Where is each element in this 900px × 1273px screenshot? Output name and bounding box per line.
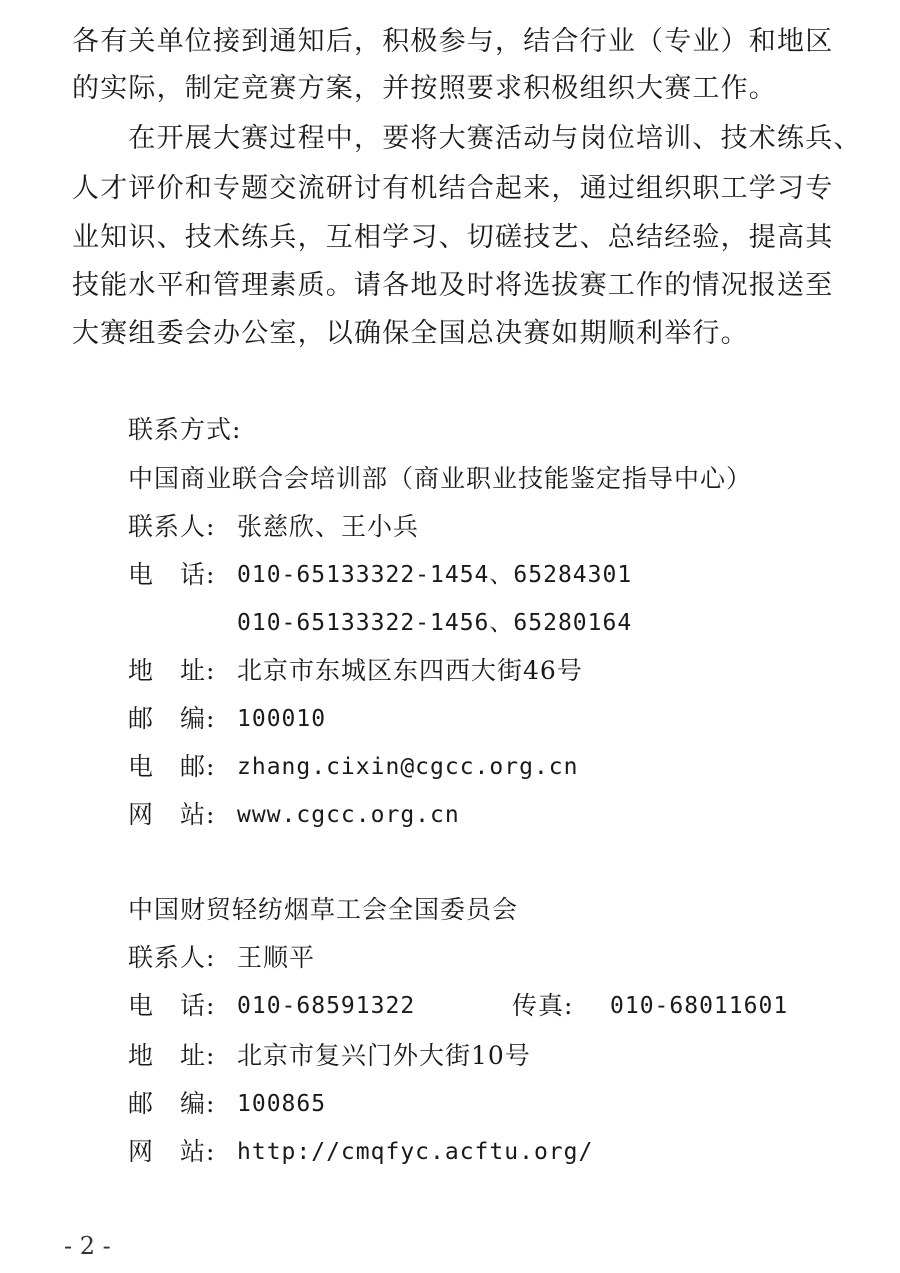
zip-value: 100865: [237, 1091, 327, 1117]
phone-label: 电 话:: [128, 560, 216, 589]
zip-value: 100010: [237, 706, 327, 732]
person-label: 联系人:: [128, 943, 216, 972]
person-label: 联系人:: [128, 512, 216, 541]
fax-value: 010-68011601: [610, 993, 789, 1019]
web-link[interactable]: www.cgcc.org.cn: [237, 802, 460, 828]
body-line: 各有关单位接到通知后，积极参与，结合行业（专业）和地区: [72, 26, 834, 57]
zip-label: 邮 编:: [128, 1089, 216, 1118]
fax-label: 传真:: [512, 991, 574, 1020]
web-label: 网 站:: [128, 800, 216, 829]
address-label: 地 址:: [128, 656, 216, 685]
phone-value: 010-68591322: [237, 993, 416, 1019]
contact-heading: 联系方式:: [128, 415, 242, 444]
body-line: 大赛组委会办公室，以确保全国总决赛如期顺利举行。: [72, 318, 749, 349]
person-value: 王顺平: [237, 943, 316, 972]
phone-label: 电 话:: [128, 991, 216, 1020]
address-value: 北京市东城区东四西大街46号: [237, 656, 583, 685]
phone-value: 010-65133322-1454、65284301: [237, 562, 633, 588]
email-link[interactable]: zhang.cixin@cgcc.org.cn: [237, 754, 579, 780]
phone-value-2: 010-65133322-1456、65280164: [237, 610, 633, 636]
contact2-org: 中国财贸轻纺烟草工会全国委员会: [128, 895, 519, 924]
body-line: 的实际，制定竞赛方案，并按照要求积极组织大赛工作。: [72, 73, 777, 104]
web-label: 网 站:: [128, 1137, 216, 1166]
body-line: 人才评价和专题交流研讨有机结合起来，通过组织职工学习专: [72, 173, 834, 204]
person-value: 张慈欣、王小兵: [237, 512, 420, 541]
zip-label: 邮 编:: [128, 704, 216, 733]
address-value: 北京市复兴门外大街10号: [237, 1041, 531, 1070]
web-link[interactable]: http://cmqfyc.acftu.org/: [237, 1139, 594, 1165]
address-label: 地 址:: [128, 1041, 216, 1070]
email-label: 电 邮:: [128, 752, 216, 781]
body-line: 技能水平和管理素质。请各地及时将选拔赛工作的情况报送至: [72, 270, 834, 301]
page-number: - 2 -: [64, 1232, 111, 1260]
body-line: 业知识、技术练兵，互相学习、切磋技艺、总结经验，提高其: [72, 222, 834, 253]
contact1-org: 中国商业联合会培训部（商业职业技能鉴定指导中心）: [128, 464, 753, 493]
body-line: 在开展大赛过程中，要将大赛活动与岗位培训、技术练兵、: [72, 123, 862, 154]
